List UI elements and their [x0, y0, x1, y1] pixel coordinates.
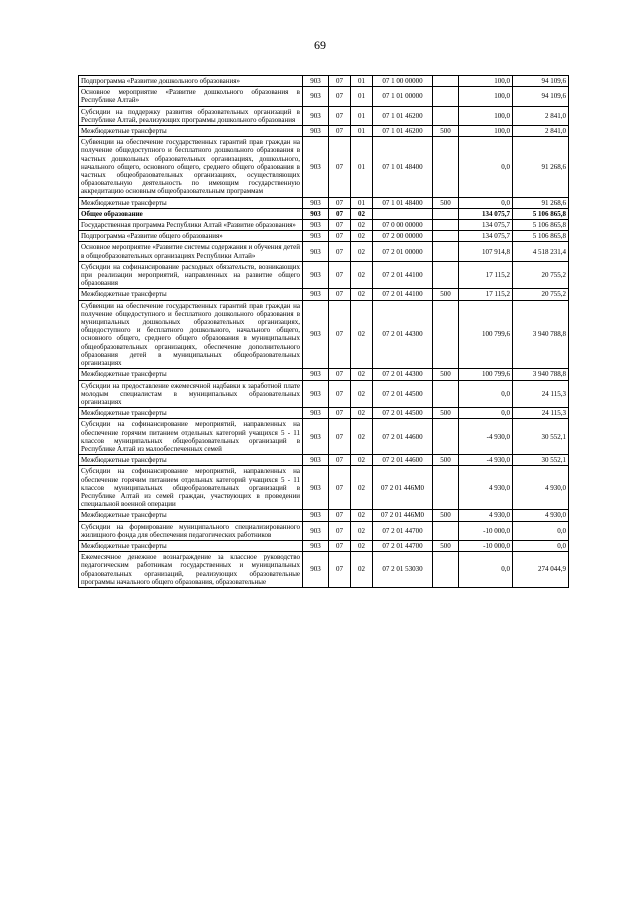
row-name: Межбюджетные трансферты — [79, 126, 303, 137]
row-amount-total: 0,0 — [513, 521, 569, 540]
row-podrazdel: 02 — [351, 455, 373, 466]
row-podrazdel: 01 — [351, 76, 373, 87]
row-target-article: 07 2 01 446М0 — [373, 466, 433, 510]
row-grbs: 903 — [303, 261, 329, 289]
row-razdel: 07 — [329, 419, 351, 455]
row-grbs: 903 — [303, 126, 329, 137]
row-amount-change: 0,0 — [459, 408, 513, 419]
row-expense-type — [433, 419, 459, 455]
row-expense-type — [433, 208, 459, 219]
row-grbs: 903 — [303, 455, 329, 466]
row-expense-type: 500 — [433, 408, 459, 419]
table-row — [79, 408, 569, 419]
row-name: Субсидии на софинансирование расходных обязательств, возникающих при реализации мероприятий, направленных на развитие общего образования — [79, 261, 303, 289]
row-expense-type — [433, 137, 459, 197]
row-grbs: 903 — [303, 106, 329, 125]
row-name: Подпрограмма «Развитие общего образования» — [79, 231, 303, 242]
row-amount-total: 5 106 865,8 — [513, 208, 569, 219]
row-razdel: 07 — [329, 106, 351, 125]
row-grbs: 903 — [303, 208, 329, 219]
row-podrazdel: 02 — [351, 466, 373, 510]
row-amount-total: 5 106 865,8 — [513, 231, 569, 242]
row-amount-change: 100,0 — [459, 76, 513, 87]
row-expense-type — [433, 106, 459, 125]
row-amount-change: 100,0 — [459, 126, 513, 137]
row-name: Субсидии на софинансирование мероприятий, направленных на обеспечение горячим питанием отдельных категорий учащихся 5 - 11 классов муниципальных общеобразовательных организаций в Республике Алтай из малообеспеченных семей — [79, 419, 303, 455]
row-expense-type: 500 — [433, 126, 459, 137]
row-amount-change: 100,0 — [459, 87, 513, 106]
row-name: Межбюджетные трансферты — [79, 197, 303, 208]
row-expense-type: 500 — [433, 289, 459, 300]
table-row — [79, 521, 569, 540]
row-name: Субсидии на формирование муниципального специализированного жилищного фонда для обеспечения педагогических работников — [79, 521, 303, 540]
row-expense-type: 500 — [433, 369, 459, 380]
table-row — [79, 87, 569, 106]
row-expense-type: 500 — [433, 455, 459, 466]
row-podrazdel: 02 — [351, 231, 373, 242]
row-podrazdel: 02 — [351, 300, 373, 369]
row-amount-total: 94 109,6 — [513, 76, 569, 87]
row-expense-type — [433, 300, 459, 369]
row-amount-total: 24 115,3 — [513, 408, 569, 419]
row-target-article: 07 2 01 44300 — [373, 300, 433, 369]
row-grbs: 903 — [303, 220, 329, 231]
row-name: Субсидии на поддержку развития образовательных организаций в Республике Алтай, реализующих программы дошкольного образования — [79, 106, 303, 125]
row-target-article: 07 1 01 46200 — [373, 106, 433, 125]
table-row — [79, 106, 569, 125]
row-razdel: 07 — [329, 300, 351, 369]
page-number: 69 — [314, 38, 326, 52]
row-podrazdel: 02 — [351, 380, 373, 408]
row-grbs: 903 — [303, 300, 329, 369]
row-amount-total: 5 106 865,8 — [513, 220, 569, 231]
row-target-article: 07 2 01 00000 — [373, 242, 433, 261]
row-podrazdel: 01 — [351, 106, 373, 125]
row-razdel: 07 — [329, 242, 351, 261]
row-amount-change: 100 799,6 — [459, 300, 513, 369]
row-podrazdel: 01 — [351, 87, 373, 106]
row-amount-change: 100,0 — [459, 106, 513, 125]
row-expense-type — [433, 76, 459, 87]
row-grbs: 903 — [303, 540, 329, 551]
table-row — [79, 220, 569, 231]
row-target-article: 07 1 00 00000 — [373, 76, 433, 87]
row-amount-change: 17 115,2 — [459, 289, 513, 300]
table-row — [79, 261, 569, 289]
row-target-article: 07 1 01 48400 — [373, 197, 433, 208]
row-name: Ежемесячное денежное вознаграждение за классное руководство педагогическим работникам государственных и муниципальных образовательных организаций, реализующих образовательные программы начального общего образования, образовательные — [79, 552, 303, 588]
row-razdel: 07 — [329, 455, 351, 466]
row-razdel: 07 — [329, 380, 351, 408]
row-podrazdel: 02 — [351, 208, 373, 219]
table-row — [79, 300, 569, 369]
row-name: Подпрограмма «Развитие дошкольного образования» — [79, 76, 303, 87]
table-row — [79, 137, 569, 197]
row-podrazdel: 02 — [351, 289, 373, 300]
row-name: Межбюджетные трансферты — [79, 455, 303, 466]
row-razdel: 07 — [329, 289, 351, 300]
row-target-article: 07 2 01 44300 — [373, 369, 433, 380]
row-amount-change: -4 930,0 — [459, 419, 513, 455]
row-amount-change: 0,0 — [459, 552, 513, 588]
table-row — [79, 76, 569, 87]
row-amount-total: 0,0 — [513, 540, 569, 551]
row-grbs: 903 — [303, 466, 329, 510]
row-target-article: 07 0 00 00000 — [373, 220, 433, 231]
row-target-article: 07 2 01 44100 — [373, 261, 433, 289]
budget-table — [78, 75, 569, 588]
row-grbs: 903 — [303, 242, 329, 261]
table-row — [79, 419, 569, 455]
row-target-article: 07 1 01 00000 — [373, 87, 433, 106]
table-row — [79, 466, 569, 510]
table-row — [79, 126, 569, 137]
row-amount-change: 4 930,0 — [459, 466, 513, 510]
row-name: Основное мероприятие «Развитие системы содержания и обучения детей в общеобразовательных организациях Республики Алтай» — [79, 242, 303, 261]
row-name: Субвенции на обеспечение государственных гарантий прав граждан на получение общедоступного и бесплатного дошкольного образования в муниципальных дошкольных образовательных организациях, общедоступного и бесплатного дошкольного, начального общего, основного общего, среднего общего образования в муниципальных общеобразовательных организациях, обеспечение дополнительного образования детей в муниципальных общеобразовательных организациях — [79, 300, 303, 369]
row-amount-change: 0,0 — [459, 197, 513, 208]
row-podrazdel: 02 — [351, 540, 373, 551]
row-grbs: 903 — [303, 76, 329, 87]
row-razdel: 07 — [329, 521, 351, 540]
row-expense-type: 500 — [433, 540, 459, 551]
row-name: Общее образование — [79, 208, 303, 219]
row-razdel: 07 — [329, 540, 351, 551]
row-name: Основное мероприятие «Развитие дошкольного образования в Республике Алтай» — [79, 87, 303, 106]
row-razdel: 07 — [329, 510, 351, 521]
row-amount-change: 0,0 — [459, 137, 513, 197]
row-amount-change: 134 075,7 — [459, 231, 513, 242]
row-amount-total: 94 109,6 — [513, 87, 569, 106]
row-name: Субсидии на софинансирование мероприятий, направленных на обеспечение горячим питанием отдельных категорий учащихся 5 - 11 классов муниципальных общеобразовательных организаций в Республике Алтай из семей граждан, участвующих в проведении специальной военной операции — [79, 466, 303, 510]
row-amount-change: 134 075,7 — [459, 208, 513, 219]
row-amount-change: -4 930,0 — [459, 455, 513, 466]
row-amount-total: 30 552,1 — [513, 419, 569, 455]
row-target-article: 07 2 01 44600 — [373, 455, 433, 466]
row-amount-change: 134 075,7 — [459, 220, 513, 231]
row-grbs: 903 — [303, 408, 329, 419]
row-podrazdel: 02 — [351, 408, 373, 419]
row-grbs: 903 — [303, 137, 329, 197]
row-grbs: 903 — [303, 289, 329, 300]
row-grbs: 903 — [303, 369, 329, 380]
row-expense-type — [433, 261, 459, 289]
row-podrazdel: 02 — [351, 510, 373, 521]
row-target-article: 07 1 01 48400 — [373, 137, 433, 197]
row-expense-type — [433, 87, 459, 106]
row-target-article: 07 2 01 44500 — [373, 408, 433, 419]
row-amount-total: 20 755,2 — [513, 261, 569, 289]
table-row — [79, 231, 569, 242]
row-grbs: 903 — [303, 521, 329, 540]
table-row — [79, 380, 569, 408]
table-row — [79, 369, 569, 380]
row-expense-type: 500 — [433, 197, 459, 208]
row-amount-change: 0,0 — [459, 380, 513, 408]
row-grbs: 903 — [303, 419, 329, 455]
row-podrazdel: 01 — [351, 126, 373, 137]
row-grbs: 903 — [303, 197, 329, 208]
row-amount-change: 4 930,0 — [459, 510, 513, 521]
row-name: Субвенции на обеспечение государственных гарантий прав граждан на получение общедоступного и бесплатного дошкольного образования в частных дошкольных образовательных организациях, дошкольного, начального общего, основного общего, среднего общего образования в частных общеобразовательных организациях, осуществляющих образовательную деятельность по имеющим государственную аккредитацию основным общеобразовательным программам — [79, 137, 303, 197]
table-row — [79, 540, 569, 551]
row-name: Государственная программа Республики Алтай «Развитие образования» — [79, 220, 303, 231]
row-razdel: 07 — [329, 261, 351, 289]
row-amount-change: 17 115,2 — [459, 261, 513, 289]
row-razdel: 07 — [329, 231, 351, 242]
row-target-article: 07 2 01 44500 — [373, 380, 433, 408]
row-amount-total: 4 930,0 — [513, 466, 569, 510]
row-grbs: 903 — [303, 231, 329, 242]
row-razdel: 07 — [329, 76, 351, 87]
row-expense-type — [433, 231, 459, 242]
table-row — [79, 289, 569, 300]
row-razdel: 07 — [329, 126, 351, 137]
row-expense-type — [433, 380, 459, 408]
row-razdel: 07 — [329, 197, 351, 208]
table-row — [79, 208, 569, 219]
row-grbs: 903 — [303, 552, 329, 588]
row-amount-total: 30 552,1 — [513, 455, 569, 466]
row-amount-change: 100 799,6 — [459, 369, 513, 380]
row-name: Межбюджетные трансферты — [79, 289, 303, 300]
row-name: Межбюджетные трансферты — [79, 369, 303, 380]
row-razdel: 07 — [329, 552, 351, 588]
row-target-article: 07 2 01 53030 — [373, 552, 433, 588]
table-row — [79, 552, 569, 588]
row-amount-total: 24 115,3 — [513, 380, 569, 408]
row-amount-total: 20 755,2 — [513, 289, 569, 300]
row-name: Межбюджетные трансферты — [79, 540, 303, 551]
row-podrazdel: 02 — [351, 521, 373, 540]
row-podrazdel: 02 — [351, 220, 373, 231]
row-amount-total: 4 930,0 — [513, 510, 569, 521]
row-target-article: 07 2 01 44100 — [373, 289, 433, 300]
row-target-article: 07 2 01 44600 — [373, 419, 433, 455]
row-target-article: 07 2 00 00000 — [373, 231, 433, 242]
row-podrazdel: 02 — [351, 419, 373, 455]
row-amount-change: -10 000,0 — [459, 521, 513, 540]
row-name: Межбюджетные трансферты — [79, 510, 303, 521]
row-podrazdel: 01 — [351, 137, 373, 197]
row-razdel: 07 — [329, 369, 351, 380]
row-amount-total: 2 841,0 — [513, 106, 569, 125]
row-grbs: 903 — [303, 510, 329, 521]
row-podrazdel: 02 — [351, 369, 373, 380]
row-amount-total: 4 518 231,4 — [513, 242, 569, 261]
row-target-article — [373, 208, 433, 219]
row-target-article: 07 2 01 446М0 — [373, 510, 433, 521]
row-amount-change: -10 000,0 — [459, 540, 513, 551]
table-body — [79, 76, 569, 588]
row-razdel: 07 — [329, 208, 351, 219]
row-amount-total: 3 940 788,8 — [513, 300, 569, 369]
table-row — [79, 197, 569, 208]
row-expense-type — [433, 552, 459, 588]
row-podrazdel: 02 — [351, 261, 373, 289]
row-target-article: 07 2 01 44700 — [373, 540, 433, 551]
row-amount-total: 91 268,6 — [513, 197, 569, 208]
row-razdel: 07 — [329, 220, 351, 231]
row-expense-type — [433, 220, 459, 231]
row-expense-type — [433, 521, 459, 540]
row-razdel: 07 — [329, 137, 351, 197]
row-podrazdel: 02 — [351, 242, 373, 261]
row-grbs: 903 — [303, 87, 329, 106]
row-expense-type: 500 — [433, 510, 459, 521]
table-row — [79, 455, 569, 466]
row-amount-change: 107 914,8 — [459, 242, 513, 261]
row-expense-type — [433, 466, 459, 510]
row-name: Субсидии на предоставление ежемесячной надбавки к заработной плате молодым специалистам в муниципальных образовательных организациях — [79, 380, 303, 408]
table-row — [79, 510, 569, 521]
row-podrazdel: 02 — [351, 552, 373, 588]
table-row — [79, 242, 569, 261]
row-razdel: 07 — [329, 466, 351, 510]
row-amount-total: 3 940 788,8 — [513, 369, 569, 380]
row-name: Межбюджетные трансферты — [79, 408, 303, 419]
row-target-article: 07 2 01 44700 — [373, 521, 433, 540]
row-amount-total: 2 841,0 — [513, 126, 569, 137]
row-expense-type — [433, 242, 459, 261]
row-grbs: 903 — [303, 380, 329, 408]
row-amount-total: 274 044,9 — [513, 552, 569, 588]
row-razdel: 07 — [329, 87, 351, 106]
row-razdel: 07 — [329, 408, 351, 419]
row-amount-total: 91 268,6 — [513, 137, 569, 197]
row-target-article: 07 1 01 46200 — [373, 126, 433, 137]
row-podrazdel: 01 — [351, 197, 373, 208]
